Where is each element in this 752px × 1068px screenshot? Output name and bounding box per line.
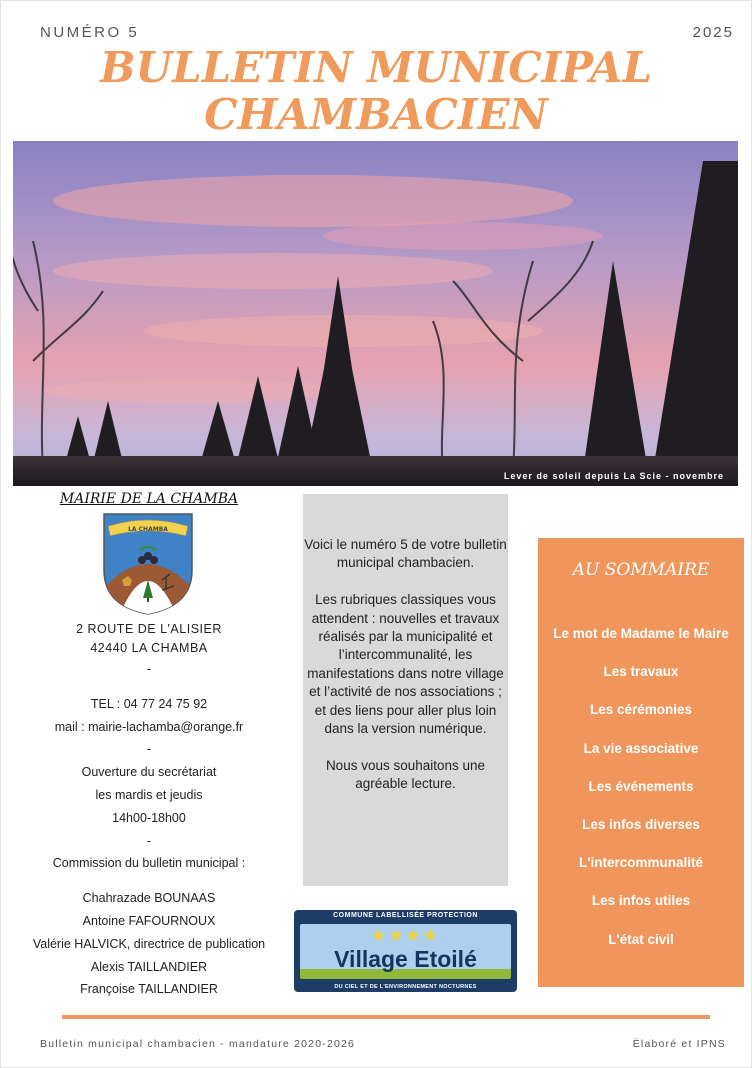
intro-paragraph: Voici le numéro 5 de votre bulletin municipal chambacien. bbox=[304, 537, 507, 571]
crest-label: LA CHAMBA bbox=[128, 526, 168, 533]
intro-box bbox=[303, 494, 508, 886]
issue-year: 2025 bbox=[692, 24, 734, 41]
spacer bbox=[0, 681, 298, 693]
badge-panel bbox=[300, 924, 511, 979]
summary-panel bbox=[538, 538, 744, 987]
commission-member: Antoine FAFOURNOUX bbox=[82, 913, 216, 928]
photo-caption: Lever de soleil depuis La Scie - novembre bbox=[503, 471, 724, 481]
badge-bottom-text: DU CIEL ET DE L'ENVIRONNEMENT NOCTURNES bbox=[334, 984, 477, 990]
issue-number: NUMÉRO 5 bbox=[40, 24, 140, 41]
summary-item-ceremonies[interactable]: Les cérémonies bbox=[589, 702, 693, 718]
footer-mandature: Bulletin municipal chambacien - mandature 2020-2026 bbox=[40, 1038, 356, 1050]
separator: - bbox=[146, 662, 152, 676]
summary-item-mot-du-maire[interactable]: Le mot de Madame le Maire bbox=[553, 626, 729, 641]
separator: - bbox=[146, 742, 152, 757]
address-line2: 42440 LA CHAMBA bbox=[90, 641, 208, 655]
commission-title: Commission du bulletin municipal : bbox=[52, 856, 246, 871]
summary-item-infos-diverses[interactable]: Les infos diverses bbox=[582, 816, 700, 832]
cover-photo bbox=[13, 141, 738, 486]
mairie-heading: MAIRIE DE LA CHAMBA bbox=[59, 491, 239, 507]
footer-divider bbox=[62, 1015, 710, 1019]
address-line1: 2 ROUTE DE L'ALISIER bbox=[76, 622, 222, 636]
coat-of-arms bbox=[100, 510, 196, 618]
coat-of-arms-image bbox=[100, 510, 196, 618]
commission-member: Valérie HALVICK, directrice de publication bbox=[32, 936, 266, 951]
summary-item-etat-civil[interactable]: L'état civil bbox=[608, 931, 674, 947]
hours-days: les mardis et jeudis bbox=[95, 787, 203, 802]
footer-ipns: Élaboré et IPNS bbox=[632, 1038, 726, 1050]
summary-item-evenements[interactable]: Les événements bbox=[588, 778, 694, 794]
summary-list bbox=[538, 625, 744, 969]
commission-member: Chahrazade BOUNAAS bbox=[82, 891, 216, 906]
mairie-contact-block bbox=[0, 620, 298, 1001]
badge-name: Village Etoilé bbox=[334, 946, 477, 972]
hours-title: Ouverture du secrétariat bbox=[81, 765, 217, 780]
commission-member: Alexis TAILLANDIER bbox=[90, 959, 208, 974]
email-address: mail : mairie-lachamba@orange.fr bbox=[54, 719, 244, 734]
bulletin-title-line2: CHAMBACIEN bbox=[204, 90, 548, 139]
summary-item-intercommunalite[interactable]: L'intercommunalité bbox=[579, 855, 703, 871]
separator: - bbox=[146, 833, 152, 848]
summary-item-infos-utiles[interactable]: Les infos utiles bbox=[591, 893, 691, 909]
village-etoile-badge bbox=[294, 910, 517, 992]
badge-top-text: COMMUNE LABELLISÉE PROTECTION bbox=[333, 912, 478, 919]
summary-item-vie-associative[interactable]: La vie associative bbox=[583, 740, 699, 756]
hours-time: 14h00-18h00 bbox=[112, 810, 186, 825]
spacer bbox=[0, 875, 298, 887]
phone-number: TEL : 04 77 24 75 92 bbox=[90, 696, 208, 711]
summary-item-travaux[interactable]: Les travaux bbox=[603, 664, 679, 680]
bulletin-title-line1: BULLETIN MUNICIPAL bbox=[100, 43, 652, 92]
intro-paragraph: Nous vous souhaitons une agréable lecture. bbox=[325, 757, 486, 792]
sunrise-landscape-image bbox=[13, 141, 738, 486]
star-icon: ★★★★ bbox=[371, 926, 440, 945]
summary-title: AU SOMMAIRE bbox=[572, 560, 710, 580]
commission-member: Françoise TAILLANDIER bbox=[80, 982, 218, 997]
intro-paragraph: Les rubriques classiques vous attendent : nouvelles et travaux réalisés par la municipalité et l’intercommunalité, les manifestations dans notre village et l’activité de nos associations ; et des liens pour aller plus loin dans la version numérique. bbox=[307, 592, 504, 737]
